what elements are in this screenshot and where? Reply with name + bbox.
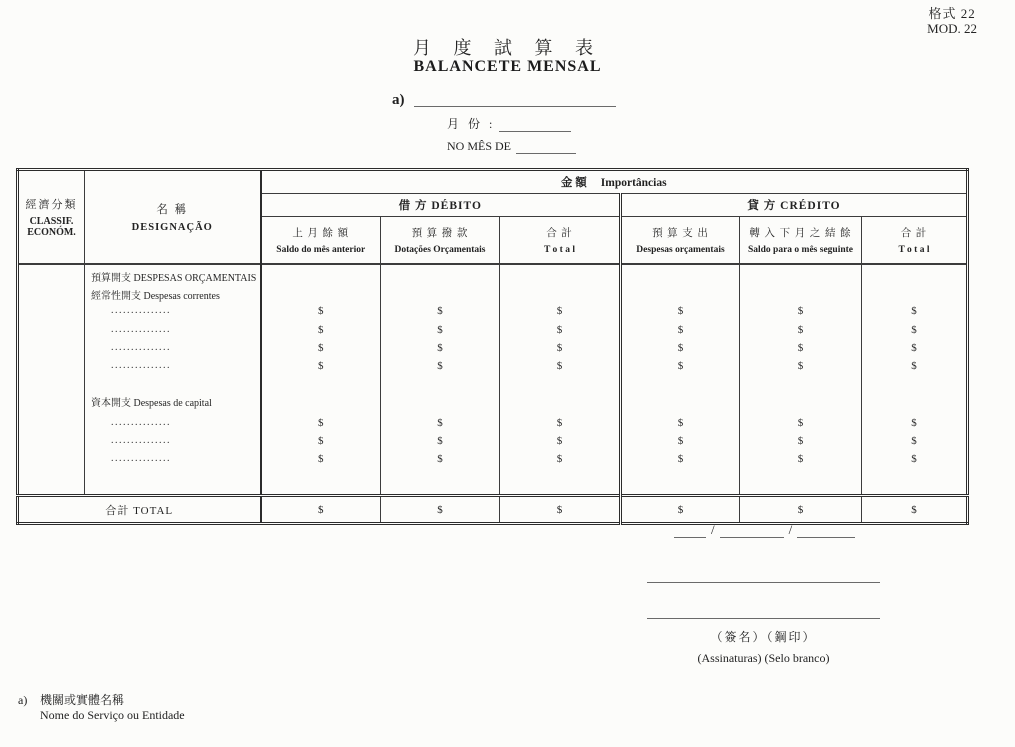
currency-mark: $	[318, 324, 324, 336]
date-separator: /	[711, 522, 715, 537]
note-ref-a: a)	[392, 92, 405, 108]
date-blank-day	[674, 524, 706, 538]
header-importancias	[261, 170, 968, 194]
currency-mark: $	[911, 305, 917, 317]
row-dotted: ...............	[111, 417, 171, 428]
amount-col-saldo-anterior	[261, 264, 381, 496]
date-fields	[674, 522, 855, 538]
header-designacao-pt: DESIGNAÇÃO	[131, 222, 213, 233]
body-designacao-cell	[85, 264, 261, 496]
month-label-pt: NO MÊS DE	[447, 139, 512, 153]
signature-caption-zh: （簽名）（鋼印）	[710, 630, 817, 644]
header-classif-econom	[18, 170, 85, 265]
footnote-ref: a)	[18, 693, 28, 707]
amount-col-total-debito	[500, 264, 621, 496]
currency-mark: $	[797, 435, 804, 447]
footnote-zh: 機關或實體名稱	[40, 693, 125, 707]
currency-mark: $	[556, 417, 563, 429]
month-blank-zh	[499, 119, 571, 132]
currency-mark: $	[797, 324, 804, 336]
header-classif-zh: 經濟分類	[25, 199, 78, 211]
signature-line-1	[647, 582, 880, 583]
row-dotted: ...............	[111, 342, 171, 353]
row-capital-heading: 資本開支 Despesas de capital	[91, 398, 212, 409]
header-classif-pt2: ECONÓM.	[27, 227, 76, 238]
month-field-pt	[447, 139, 576, 154]
currency-mark: $	[556, 360, 563, 372]
page-title-pt: BALANCETE MENSAL	[413, 58, 602, 75]
currency-mark: $	[911, 342, 917, 354]
row-dotted: ...............	[111, 435, 171, 446]
signature-caption-pt: (Assinaturas) (Selo branco)	[697, 651, 830, 665]
entity-name-blank	[414, 88, 616, 107]
header-classif-pt1: CLASSIF.	[29, 216, 74, 227]
currency-mark: $	[556, 305, 563, 317]
currency-mark: $	[677, 453, 684, 465]
currency-mark: $	[318, 342, 324, 354]
body-classif-cell	[18, 264, 85, 496]
currency-mark: $	[797, 453, 804, 465]
amount-col-total-credito	[862, 264, 968, 496]
header-importancias-pt: Importâncias	[600, 177, 667, 189]
currency-mark: $	[911, 417, 917, 429]
currency-mark: $	[318, 453, 324, 465]
col-saldo-anterior: 上 月 餘 額 Saldo do mês anterior	[261, 217, 381, 265]
currency-mark: $	[677, 324, 684, 336]
currency-mark: $	[677, 360, 684, 372]
balance-table	[16, 168, 969, 525]
currency-mark: $	[797, 360, 804, 372]
currency-mark: $	[677, 305, 684, 317]
row-dotted: ...............	[111, 305, 171, 316]
total-row-label: 合計 TOTAL	[18, 496, 261, 524]
date-separator: /	[788, 522, 793, 537]
currency-mark: $	[437, 324, 443, 336]
total-total-debito: $	[500, 496, 621, 524]
header-designacao-zh: 名 稱	[156, 204, 189, 216]
total-saldo-seguinte: $	[740, 496, 862, 524]
row-dotted: ...............	[111, 360, 171, 371]
col-despesas: 預 算 支 出 Despesas orçamentais	[621, 217, 740, 265]
row-budget-heading: 預算開支 DESPESAS ORÇAMENTAIS	[91, 273, 257, 284]
month-field-zh	[447, 115, 571, 132]
currency-mark: $	[677, 435, 684, 447]
form-code	[927, 6, 977, 36]
total-saldo-anterior: $	[261, 496, 381, 524]
currency-mark: $	[556, 342, 563, 354]
date-blank-year	[797, 524, 855, 538]
row-dotted: ...............	[111, 324, 171, 335]
currency-mark: $	[318, 417, 324, 429]
header-debito: 借 方 DÉBITO	[261, 194, 621, 217]
currency-mark: $	[911, 453, 917, 465]
header-designacao	[85, 170, 261, 265]
header-importancias-zh: 金 額	[560, 177, 587, 189]
currency-mark: $	[911, 360, 917, 372]
col-total-credito: 合 計 T o t a l	[862, 217, 968, 265]
footnote-pt: Nome do Serviço ou Entidade	[40, 708, 185, 722]
col-dotacoes: 預 算 撥 款 Dotações Orçamentais	[381, 217, 500, 265]
row-current-heading: 經常性開支 Despesas correntes	[91, 291, 220, 302]
total-despesas: $	[621, 496, 740, 524]
col-saldo-seguinte: 轉 入 下 月 之 結 餘 Saldo para o mês seguinte	[740, 217, 862, 265]
currency-mark: $	[911, 435, 917, 447]
amount-col-saldo-seguinte	[740, 264, 862, 496]
currency-mark: $	[437, 453, 443, 465]
amount-col-despesas	[621, 264, 740, 496]
row-dotted: ...............	[111, 453, 171, 464]
currency-mark: $	[556, 324, 563, 336]
currency-mark: $	[677, 417, 684, 429]
currency-mark: $	[318, 360, 324, 372]
currency-mark: $	[556, 453, 563, 465]
currency-mark: $	[437, 305, 443, 317]
currency-mark: $	[318, 305, 324, 317]
currency-mark: $	[797, 342, 804, 354]
currency-mark: $	[911, 324, 917, 336]
col-total-debito: 合 計 T o t a l	[500, 217, 621, 265]
signature-line-2	[647, 618, 880, 619]
month-label-zh: 月 份 :	[447, 117, 496, 131]
currency-mark: $	[437, 360, 443, 372]
form-code-pt: MOD. 22	[927, 21, 977, 36]
form-code-zh: 格式 22	[928, 6, 976, 21]
currency-mark: $	[437, 342, 443, 354]
page-title-zh: 月 度 試 算 表	[413, 38, 602, 58]
total-total-credito: $	[862, 496, 968, 524]
currency-mark: $	[318, 435, 324, 447]
footnote	[18, 693, 185, 723]
date-blank-month	[720, 524, 784, 538]
header-credito: 貸 方 CRÉDITO	[621, 194, 968, 217]
currency-mark: $	[556, 435, 563, 447]
currency-mark: $	[797, 417, 804, 429]
currency-mark: $	[797, 305, 804, 317]
month-blank-pt	[516, 141, 576, 154]
currency-mark: $	[437, 435, 443, 447]
currency-mark: $	[437, 417, 443, 429]
total-dotacoes: $	[381, 496, 500, 524]
amount-col-dotacoes	[381, 264, 500, 496]
currency-mark: $	[677, 342, 684, 354]
